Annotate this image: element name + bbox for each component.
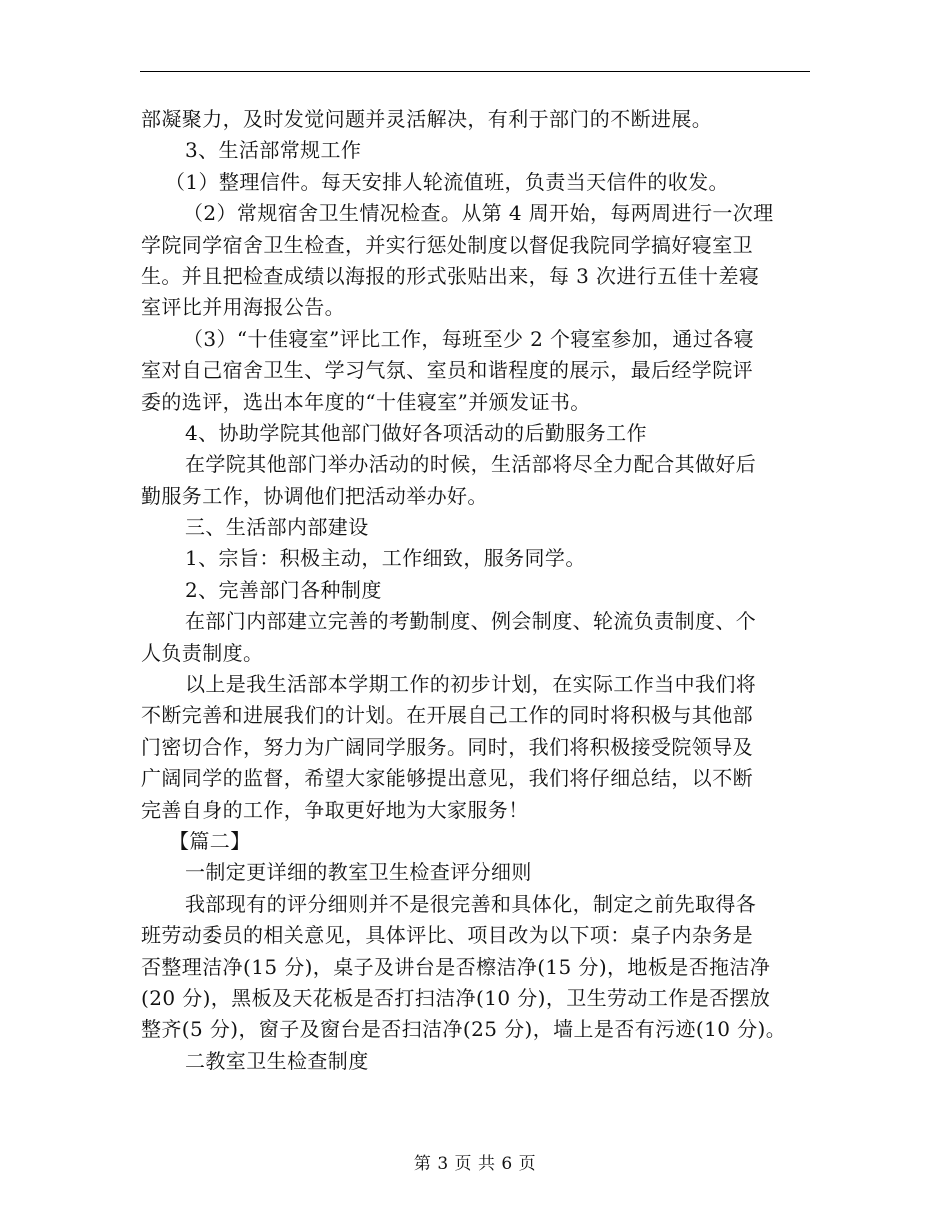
section-heading: 三、生活部内部建设: [185, 515, 369, 540]
section-heading: 4、协助学院其他部门做好各项活动的后勤服务工作: [185, 420, 647, 445]
section-heading: 3、生活部常规工作: [185, 138, 362, 163]
body-line: 委的选评，选出本年度的“十佳寝室”并颁发证书。: [141, 389, 591, 414]
body-line: 我部现有的评分细则并不是很完善和具体化，制定之前先取得各: [185, 891, 757, 916]
body-line: 整齐(5 分)，窗子及窗台是否扫洁净(25 分)，墙上是否有污迹(10 分)。: [141, 1017, 787, 1042]
body-line: 门密切合作，努力为广阔同学服务。同时，我们将积极接受院领导及: [141, 734, 753, 759]
body-line: 完善自身的工作，争取更好地为大家服务！: [141, 797, 529, 822]
body-line: 勤服务工作，协调他们把活动举办好。: [141, 483, 488, 508]
body-line: 班劳动委员的相关意见，具体评比、项目改为以下项：桌子内杂务是: [141, 923, 753, 948]
body-line: （3）“十佳寝室”评比工作，每班至少 2 个寝室参加，通过各寝: [183, 326, 755, 351]
header-rule: [140, 71, 810, 72]
section-heading: 2、完善部门各种制度: [185, 577, 382, 602]
body-line: 在学院其他部门举办活动的时候，生活部将尽全力配合其做好后: [185, 452, 757, 477]
body-line: 部凝聚力，及时发觉问题并灵活解决，有利于部门的不断进展。: [141, 107, 713, 131]
body-line: 在部门内部建立完善的考勤制度、例会制度、轮流负责制度、个: [185, 609, 757, 634]
body-line: 人负责制度。: [141, 640, 264, 665]
section-heading: 一制定更详细的教室卫生检查评分细则: [185, 860, 532, 885]
body-line: 否整理洁净(15 分)，桌子及讲台是否檫洁净(15 分)，地板是否拖洁净: [141, 954, 771, 979]
body-line: 以上是我生活部本学期工作的初步计划，在实际工作当中我们将: [185, 672, 757, 697]
body-line: (20 分)，黑板及天花板是否打扫洁净(10 分)，卫生劳动工作是否摆放: [141, 985, 771, 1010]
body-line: 广阔同学的监督，希望大家能够提出意见，我们将仔细总结，以不断: [141, 766, 753, 791]
page-number: 第 3 页 共 6 页: [413, 1154, 537, 1174]
body-line: 室评比并用海报公告。: [141, 295, 345, 320]
body-line: 室对自己宿舍卫生、学习气氛、室员和谐程度的展示，最后经学院评: [141, 358, 753, 383]
body-line: （2）常规宿舍卫生情况检查。从第 4 周开始，每两周进行一次理: [183, 201, 774, 226]
body-line: 1、宗旨：积极主动，工作细致，服务同学。: [185, 546, 586, 571]
body-line: 学院同学宿舍卫生检查，并实行惩处制度以督促我院同学搞好寝室卫: [141, 232, 753, 257]
section-heading: 二教室卫生检查制度: [185, 1048, 369, 1073]
body-line: 生。并且把检查成绩以海报的形式张贴出来，每 3 次进行五佳十差寝: [141, 263, 760, 288]
part-heading: 【篇二】: [169, 828, 251, 853]
body-line: 不断完善和进展我们的计划。在开展自己工作的同时将积极与其他部: [141, 703, 753, 728]
document-body: [141, 104, 813, 1077]
body-line: （1）整理信件。每天安排人轮流值班，负责当天信件的收发。: [165, 169, 729, 194]
